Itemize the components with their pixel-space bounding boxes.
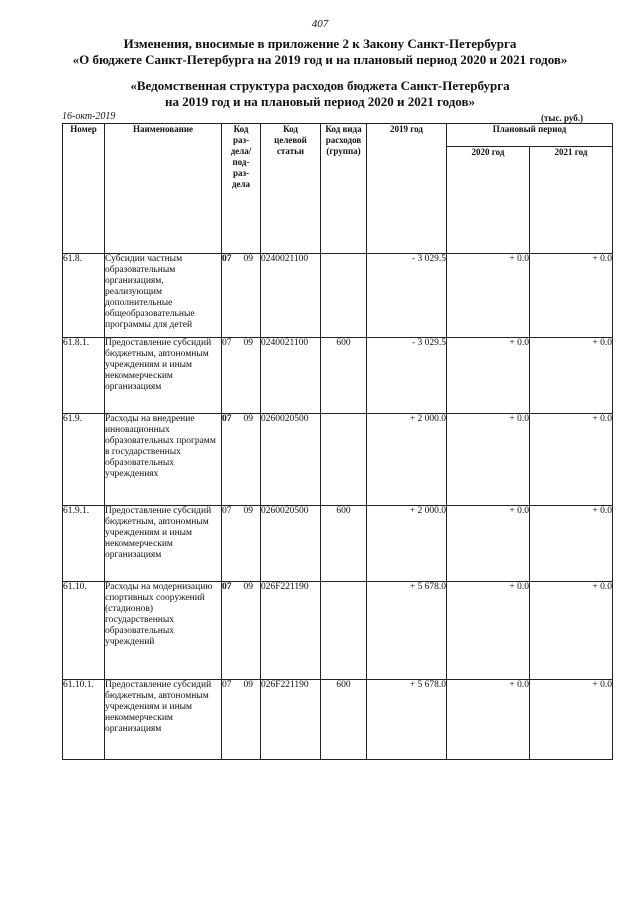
table-row <box>63 338 613 414</box>
row-target-code: 026F221190 <box>261 680 321 760</box>
table-row <box>63 254 613 338</box>
section-code: 07 <box>222 680 232 690</box>
row-amount-2021: + 0.0 <box>530 680 613 760</box>
row-expense-type-code: 600 <box>321 680 367 760</box>
units-label: (тыс. руб.) <box>541 113 583 123</box>
table-row <box>63 680 613 760</box>
subsection-code: 09 <box>243 338 253 348</box>
row-expense-type-code <box>321 414 367 506</box>
row-amount-2019: - 3 029.5 <box>367 338 447 414</box>
section-code: 07 <box>222 414 232 424</box>
row-target-code: 0240021100 <box>261 338 321 414</box>
row-amount-2021: + 0.0 <box>530 414 613 506</box>
row-amount-2019: + 5 678.0 <box>367 582 447 680</box>
expense-type-label: Код вида расходов (группа) <box>325 124 362 156</box>
row-number: 61.10. <box>63 582 105 680</box>
row-name: Предоставление субсидий бюджетным, автономным учреждениям и иным некоммерческим организациям <box>105 338 222 414</box>
row-amount-2020: + 0.0 <box>447 414 530 506</box>
subsection-code: 09 <box>243 254 253 264</box>
row-name: Расходы на модернизацию спортивных сооружений (стадионов) государственных образовательных учреждений <box>105 582 222 680</box>
row-name: Субсидии частным образовательным организациям, реализующим дополнительные общеобразовательные программы для детей <box>105 254 222 338</box>
row-amount-2020: + 0.0 <box>447 680 530 760</box>
document-subtitle-line-2: на 2019 год и на плановый период 2020 и 2021 годов» <box>164 94 475 109</box>
column-header-section-code <box>222 124 261 254</box>
row-target-code: 0240021100 <box>261 254 321 338</box>
subsection-code: 09 <box>243 506 253 516</box>
row-expense-type-code: 600 <box>321 506 367 582</box>
document-title-line-1: Изменения, вносимые в приложение 2 к Закону Санкт-Петербурга <box>123 36 517 51</box>
row-section-code <box>222 338 261 414</box>
row-expense-type-code <box>321 582 367 680</box>
budget-table <box>62 123 613 760</box>
row-section-code <box>222 680 261 760</box>
subsection-code: 09 <box>243 414 253 424</box>
table-body <box>63 254 613 760</box>
row-amount-2020: + 0.0 <box>447 582 530 680</box>
row-amount-2021: + 0.0 <box>530 582 613 680</box>
row-amount-2021: + 0.0 <box>530 254 613 338</box>
row-section-code <box>222 254 261 338</box>
column-header-target-code <box>261 124 321 254</box>
subsection-code: 09 <box>243 582 253 592</box>
row-amount-2019: + 5 678.0 <box>367 680 447 760</box>
row-amount-2019: + 2 000.0 <box>367 506 447 582</box>
row-name: Предоставление субсидий бюджетным, автономным учреждениям и иным некоммерческим организациям <box>105 680 222 760</box>
row-amount-2020: + 0.0 <box>447 506 530 582</box>
document-subtitle-line-1: «Ведомственная структура расходов бюджета Санкт-Петербурга <box>130 78 510 93</box>
table-row <box>63 582 613 680</box>
table-row <box>63 506 613 582</box>
row-section-code <box>222 414 261 506</box>
row-target-code: 0260020500 <box>261 414 321 506</box>
row-amount-2021: + 0.0 <box>530 338 613 414</box>
column-header-plan-period: Плановый период <box>447 124 613 147</box>
row-number: 61.8.1. <box>63 338 105 414</box>
target-code-label: Код целевой статьи <box>274 124 307 156</box>
section-code: 07 <box>222 338 232 348</box>
row-expense-type-code <box>321 254 367 338</box>
section-code: 07 <box>222 582 232 592</box>
row-amount-2020: + 0.0 <box>447 338 530 414</box>
section-code-label: Код раз-дела/ под-раз-дела <box>230 124 252 189</box>
row-target-code: 026F221190 <box>261 582 321 680</box>
column-header-2020: 2020 год <box>447 147 530 254</box>
row-name: Расходы на внедрение инновационных образовательных программ в государственных образовательных учреждениях <box>105 414 222 506</box>
section-code: 07 <box>222 506 232 516</box>
column-header-name: Наименование <box>105 124 222 254</box>
row-section-code <box>222 582 261 680</box>
table-row <box>63 414 613 506</box>
column-header-number: Номер <box>63 124 105 254</box>
row-number: 61.9. <box>63 414 105 506</box>
section-code: 07 <box>222 254 232 264</box>
row-amount-2020: + 0.0 <box>447 254 530 338</box>
row-amount-2021: + 0.0 <box>530 506 613 582</box>
row-number: 61.10.1. <box>63 680 105 760</box>
subsection-code: 09 <box>243 680 253 690</box>
column-header-2019: 2019 год <box>367 124 447 254</box>
row-number: 61.9.1. <box>63 506 105 582</box>
column-header-2021: 2021 год <box>530 147 613 254</box>
column-header-expense-type-code <box>321 124 367 254</box>
row-target-code: 0260020500 <box>261 506 321 582</box>
document-title-line-2: «О бюджете Санкт-Петербурга на 2019 год и на плановый период 2020 и 2021 годов» <box>72 52 568 67</box>
row-name: Предоставление субсидий бюджетным, автономным учреждениям и иным некоммерческим организациям <box>105 506 222 582</box>
row-number: 61.8. <box>63 254 105 338</box>
row-amount-2019: - 3 029.5 <box>367 254 447 338</box>
row-amount-2019: + 2 000.0 <box>367 414 447 506</box>
row-expense-type-code: 600 <box>321 338 367 414</box>
document-date: 16-окт-2019 <box>62 111 116 122</box>
row-section-code <box>222 506 261 582</box>
page-number: 407 <box>311 18 329 30</box>
